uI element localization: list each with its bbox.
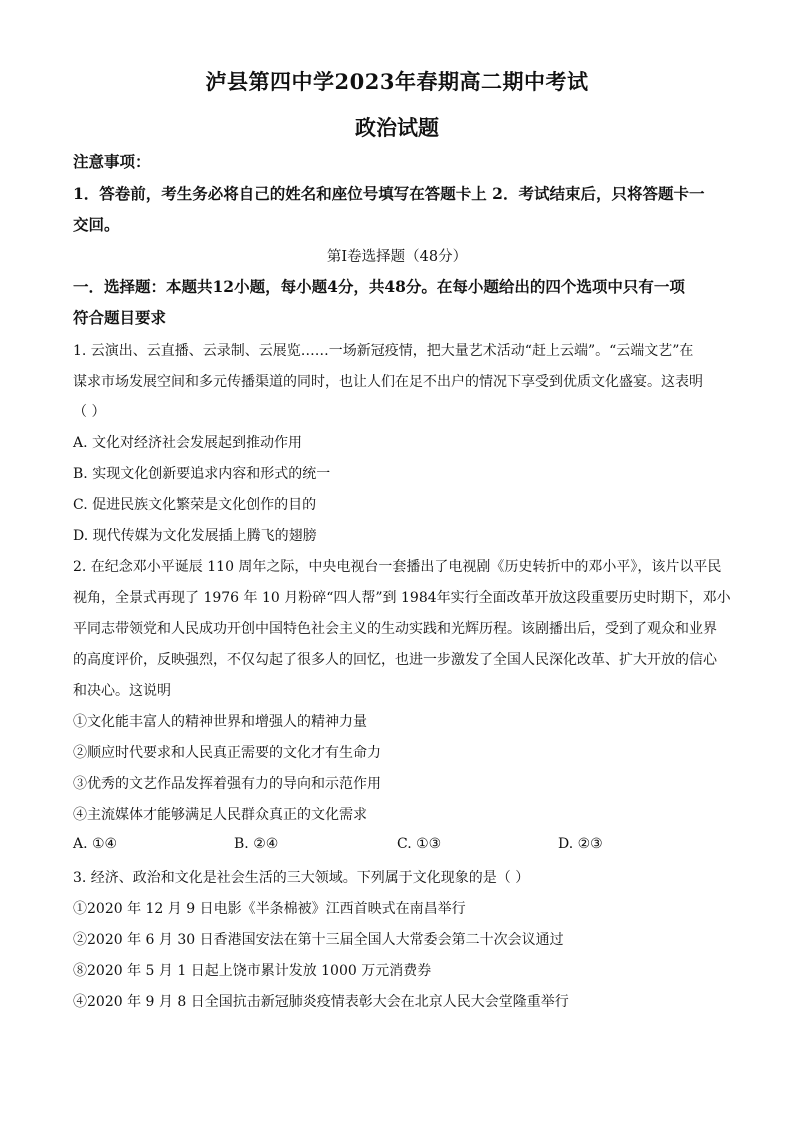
q2-stem-line-5: 和决心。这说明 — [73, 683, 171, 699]
section-title: 第Ⅰ卷选择题（48分） — [326, 249, 468, 265]
q1-stem-line-2: 谋求市场发展空间和多元传播渠道的同时，也让人们在足不出户的情况下享受到优质文化盛宴。这表明 — [73, 374, 703, 390]
q3-statement-1: ①2020 年 12 月 9 日电影《半条棉被》江西首映式在南昌举行 — [73, 901, 466, 917]
q2-statement-1: ①文化能丰富人的精神世界和增强人的精神力量 — [73, 714, 367, 730]
q1-option-c: C. 促进民族文化繁荣是文化创作的目的 — [73, 497, 317, 513]
section-instruction-1: 一．选择题：本题共12小题，每小题4分，共48分。在每小题给出的四个选项中只有一项 — [73, 277, 685, 296]
q2-stem-line-3: 平同志带领党和人民成功开创中国特色社会主义的生动实践和光辉历程。该剧播出后，受到了观众和业界 — [73, 621, 717, 637]
q2-statement-2: ②顺应时代要求和人民真正需要的文化才有生命力 — [73, 745, 381, 761]
q3-stem: 3. 经济、政治和文化是社会生活的三大领域。下列属于文化现象的是（ ） — [73, 870, 530, 886]
notes-line-1: 1．答卷前，考生务必将自己的姓名和座位号填写在答题卡上 2．考试结束后，只将答题卡一 — [73, 184, 705, 203]
notes-heading: 注意事项： — [73, 152, 151, 171]
q2-option-d: D. ②③ — [558, 836, 603, 852]
q2-option-c: C. ①③ — [397, 836, 442, 852]
q3-statement-3: ⑧2020 年 5 月 1 日起上饶市累计发放 1000 万元消费券 — [73, 963, 432, 979]
subject-title: 政治试题 — [355, 115, 439, 140]
q1-option-b: B. 实现文化创新要追求内容和形式的统一 — [73, 466, 331, 482]
q1-option-d: D. 现代传媒为文化发展插上腾飞的翅膀 — [73, 528, 317, 544]
exam-title: 泸县第四中学2023年春期高二期中考试 — [205, 69, 589, 94]
q2-stem-line-4: 的高度评价，反映强烈，不仅勾起了很多人的回忆，也进一步激发了全国人民深化改革、扩大开放的信心 — [73, 652, 717, 668]
q2-statement-4: ④主流媒体才能够满足人民群众真正的文化需求 — [73, 807, 367, 823]
q2-options — [73, 836, 723, 858]
q1-option-a: A. 文化对经济社会发展起到推动作用 — [73, 435, 303, 451]
q2-stem-line-2: 视角，全景式再现了 1976 年 10 月粉碎“四人帮”到 1984年实行全面改革开放这段重要历史时期下，邓小 — [73, 590, 731, 606]
q2-stem-line-1: 2. 在纪念邓小平诞辰 110 周年之际，中央电视台一套播出了电视剧《历史转折中的邓小平》，该片以平民 — [73, 559, 722, 575]
section-instruction-2: 符合题目要求 — [73, 308, 167, 327]
q1-stem-line-3: （ ） — [73, 404, 106, 420]
q3-statement-2: ②2020 年 6 月 30 日香港国安法在第十三届全国人大常委会第二十次会议通过 — [73, 932, 564, 948]
q2-statement-3: ③优秀的文艺作品发挥着强有力的导向和示范作用 — [73, 776, 381, 792]
q2-option-b: B. ②④ — [234, 836, 279, 852]
q2-option-a: A. ①④ — [73, 836, 118, 852]
notes-line-2: 交回。 — [73, 215, 120, 234]
q3-statement-4: ④2020 年 9 月 8 日全国抗击新冠肺炎疫情表彰大会在北京人民大会堂隆重举行 — [73, 994, 569, 1010]
q1-stem-line-1: 1. 云演出、云直播、云录制、云展览……一场新冠疫情，把大量艺术活动“赶上云端”。“云端文艺”在 — [73, 343, 694, 359]
